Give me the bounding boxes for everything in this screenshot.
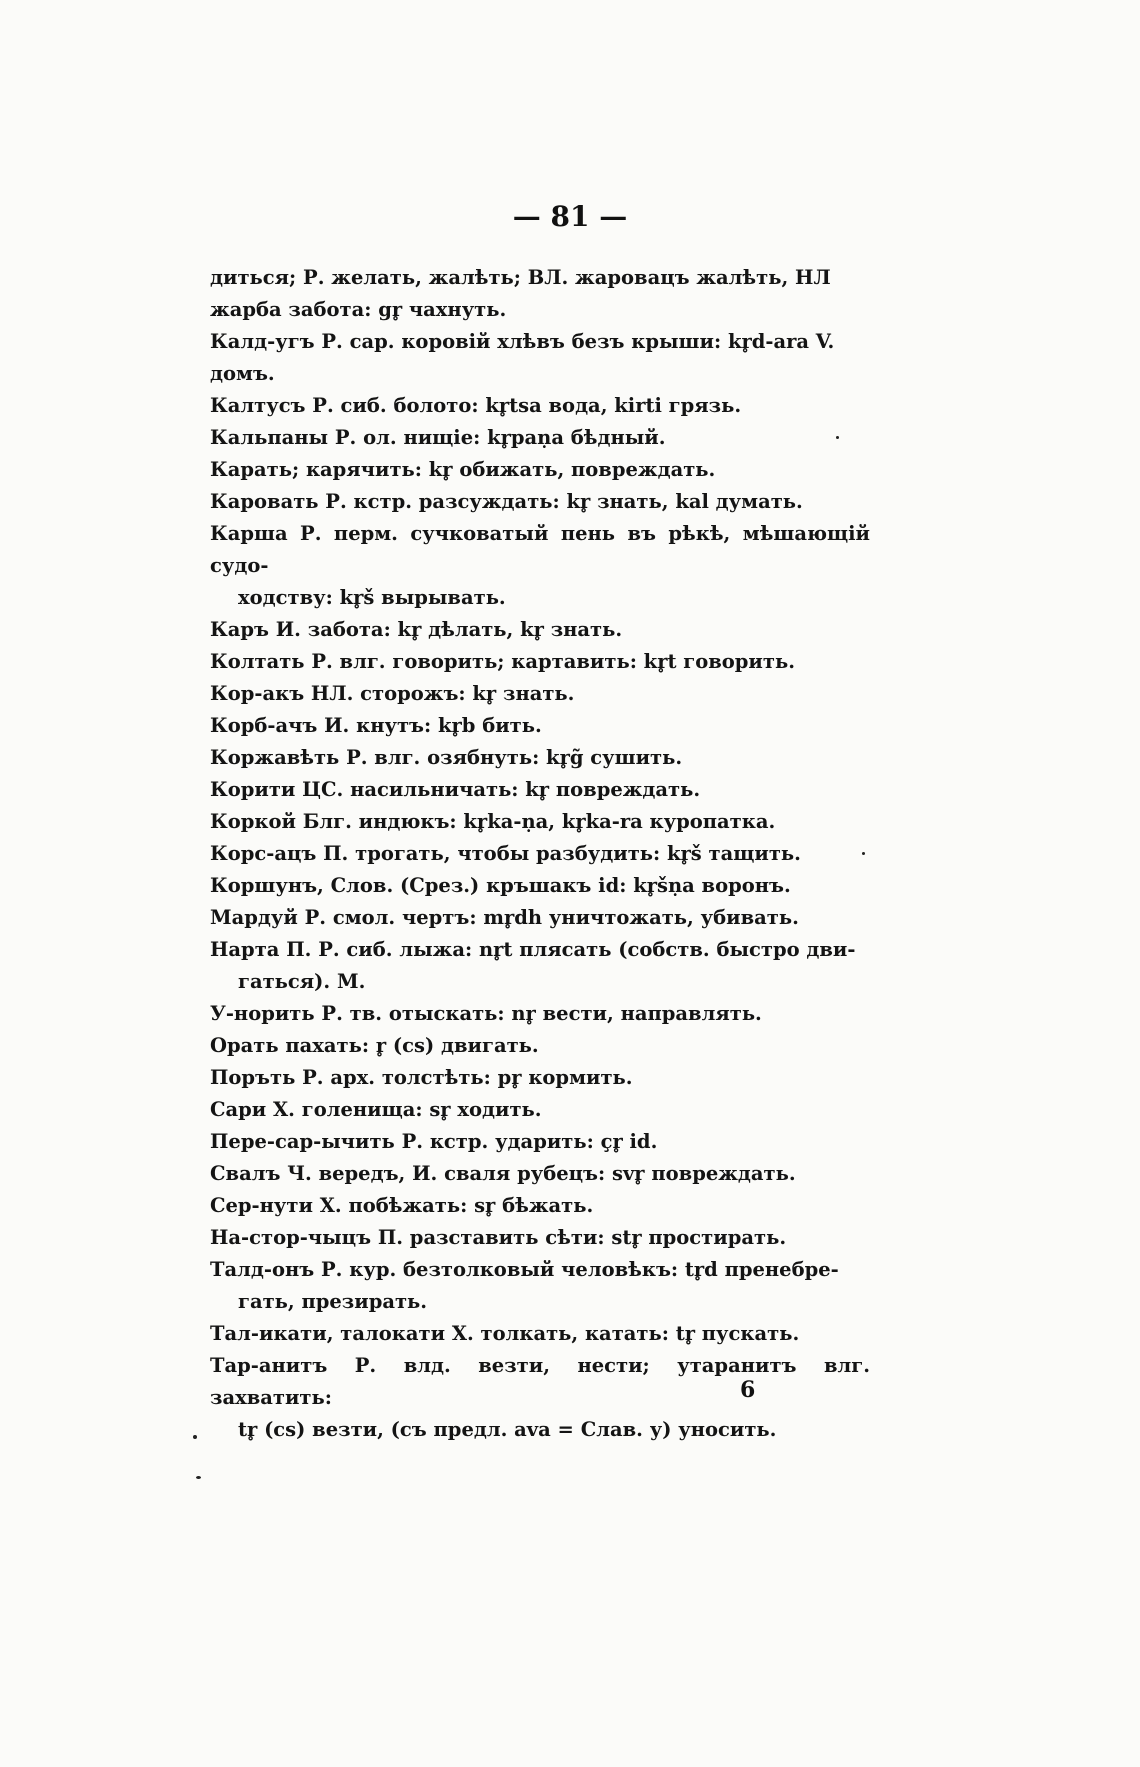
speck: [836, 436, 839, 439]
text-line: Коркой Блг. индюкъ: kr̥ka-ṇa, kr̥ka-ra куропатка.: [210, 810, 776, 833]
text-line: Корити ЦС. насильничать: kr̥ повреждать.: [210, 778, 701, 801]
text-line: Коршунъ, Слов. (Срез.) кръшакъ id: kr̥šṇa воронъ.: [210, 874, 791, 897]
text-line: Каръ И. забота: kr̥ дѣлать, kr̥ знать.: [210, 618, 623, 641]
text-line: Пере-сар-ычить Р. кстр. ударить: çr̥ id.: [210, 1130, 658, 1153]
text-line: Сер-нути Х. побѣжать: sr̥ бѣжать.: [210, 1194, 594, 1217]
text-line: Каровать Р. кстр. разсуждать: kr̥ знать, kal думать.: [210, 490, 803, 513]
text-line: Поръть Р. арх. толстѣть: pr̥ кормить.: [210, 1066, 633, 1089]
text-line: У-норить Р. тв. отыскать: nr̥ вести, направлять.: [210, 1002, 762, 1025]
speck: [193, 1435, 197, 1439]
text-line: tr̥ (cs) везти, (съ предл. ava = Слав. у) уносить.: [238, 1418, 777, 1441]
text-line: На-стор-чыцъ П. разставить сѣти: str̥ простирать.: [210, 1226, 787, 1249]
page-number: — 81 —: [512, 200, 628, 233]
text-line: Тал-икати, талокати Х. толкать, катать: tr̥ пускать.: [210, 1322, 800, 1345]
text-line: Карать; карячить: kr̥ обижать, повреждать.: [210, 458, 716, 481]
speck: [196, 1476, 201, 1479]
text-line: Нарта П. Р. сиб. лыжа: nr̥t плясать (собств. быстро дви-: [210, 938, 856, 961]
text-line: гаться). М.: [238, 970, 366, 993]
text-line: Колтать Р. влг. говорить; картавить: kr̥t говорить.: [210, 650, 795, 673]
text-line: Орать пахать: r̥ (cs) двигать.: [210, 1034, 539, 1057]
text-line: диться; Р. желать, жалѣть; ВЛ. жаровацъ жалѣть, НЛ: [210, 266, 831, 289]
text-line: гать, презирать.: [238, 1290, 428, 1313]
text-line: Кор-акъ НЛ. сторожъ: kr̥ знать.: [210, 682, 575, 705]
text-line: Карша Р. перм. сучковатый пень въ рѣкѣ, мѣшающій судо-: [210, 522, 870, 577]
text-line: ходству: kr̥š вырывать.: [238, 586, 506, 609]
text-line: Корб-ачъ И. кнутъ: kr̥b бить.: [210, 714, 542, 737]
text-line: Мардуй Р. смол. чертъ: mr̥dh уничтожать, убивать.: [210, 906, 799, 929]
text-line: Сари Х. голенища: sr̥ ходить.: [210, 1098, 542, 1121]
dictionary-text: [210, 262, 870, 1446]
speck: [862, 852, 865, 855]
text-line: Свалъ Ч. вередъ, И. сваля рубецъ: svr̥ повреждать.: [210, 1162, 796, 1185]
text-line: Калд-угъ Р. сар. коровій хлѣвъ безъ крыши: kr̥d-ara V.: [210, 330, 835, 353]
signature-mark: 6: [740, 1377, 756, 1403]
text-line: Коржавѣть Р. влг. озябнуть: kr̥g̃ сушить.: [210, 746, 683, 769]
text-line: жарба забота: gr̥ чахнуть.: [210, 298, 507, 321]
text-line: Талд-онъ Р. кур. безтолковый человѣкъ: tr̥d пренебре-: [210, 1258, 839, 1281]
text-line: домъ.: [210, 362, 275, 385]
text-line: Тар-анитъ Р. влд. везти, нести; утаранитъ влг. захватить:: [210, 1354, 870, 1409]
text-line: Калтусъ Р. сиб. болото: kr̥tsa вода, kirti грязь.: [210, 394, 742, 417]
text-line: Корс-ацъ П. трогать, чтобы разбудить: kr̥š тащить.: [210, 842, 801, 865]
text-line: Кальпаны Р. ол. нищіе: kr̥paṇa бѣдный.: [210, 426, 666, 449]
